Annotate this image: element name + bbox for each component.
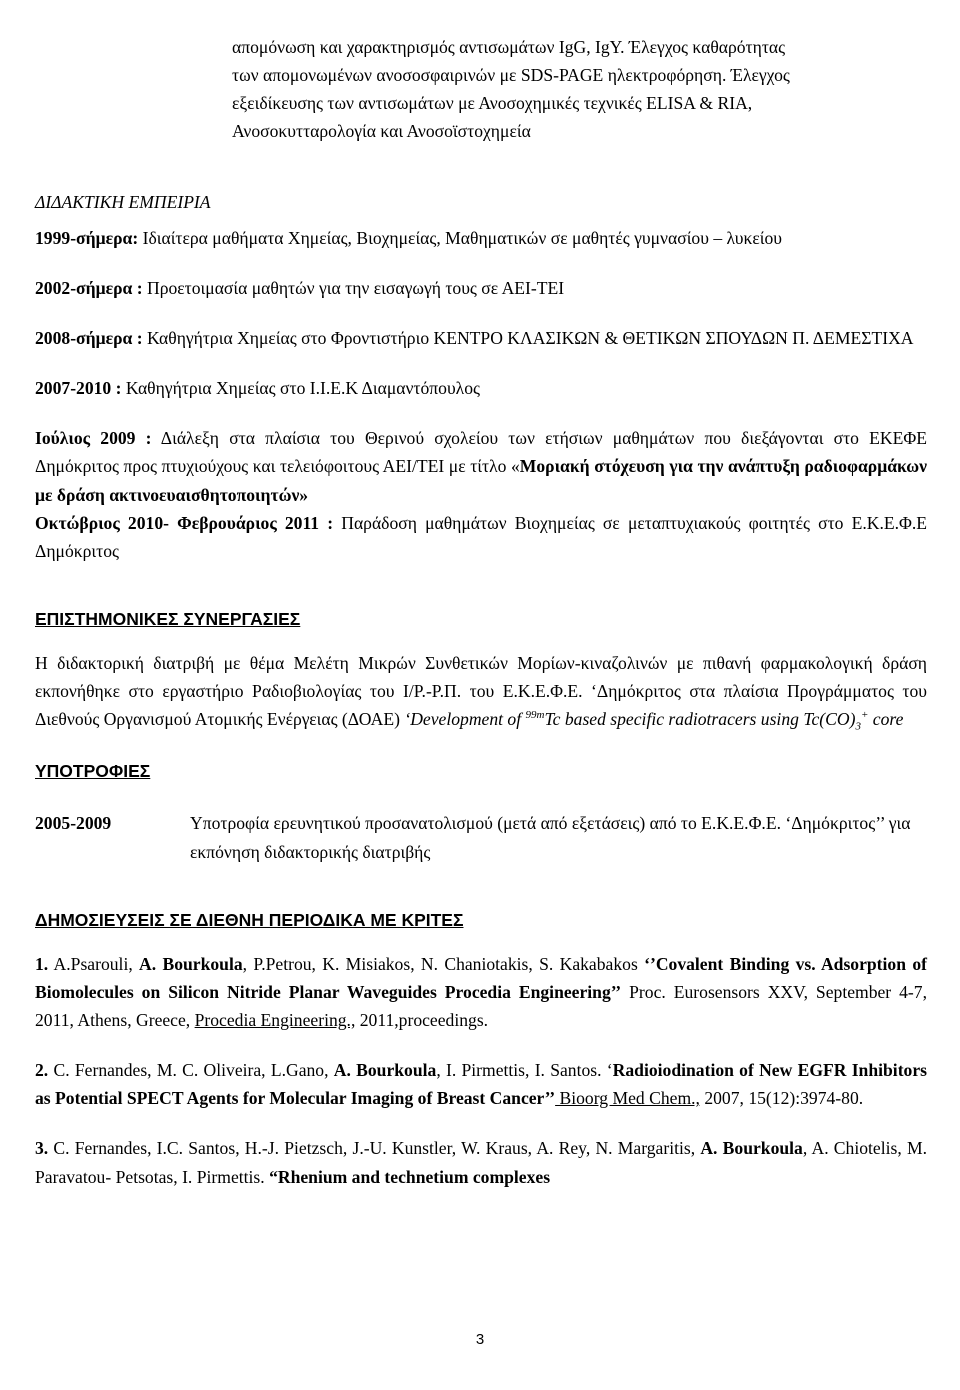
lecture-title: Μοριακή στόχευση για την ανάπτυξη ραδιοφαρμάκων με δράση ακτινοευαισθητοποιητών»: [35, 456, 927, 505]
grants-section-title: ΥΠΟΤΡΟΦΙΕΣ: [35, 761, 151, 782]
entry-text: Παράδοση μαθημάτων Βιοχημείας σε μεταπτυχιακούς φοιτητές στο Ε.Κ.Ε.Φ.Ε Δημόκριτος: [35, 512, 927, 561]
publication-number: 1.: [35, 953, 49, 974]
publication-journal: Procedia Engineering.,: [194, 1009, 356, 1030]
publication-title: Radioiodination of New EGFR Inhibitors as Potential SPECT Agents for Molecular Imaging of Breast Cancer’’: [35, 1060, 928, 1109]
entry-label: 2007-2010 :: [35, 378, 122, 399]
publication-author-highlight: A. Bourkoula: [139, 953, 243, 974]
publication-details: Proc. Eurosensors XXV, September 4-7, 2011, Athens, Greece,: [35, 981, 927, 1030]
publication-title: ‘’Covalent Binding vs. Adsorption of Biomolecules on Silicon Nitride Planar Waveguides Procedia Engineering’’: [35, 953, 927, 1002]
publication-number: 3.: [35, 1138, 49, 1159]
publication-details: 2007, 15(12):3974-80.: [699, 1088, 864, 1109]
publication-authors: A.Psarouli,: [48, 953, 140, 974]
entry-text: Διάλεξη στα πλαίσια του Θερινού σχολείου των ετήσιων μαθημάτων που διεξάγονται στο ΕΚΕΦΕ Δημόκριτος προς πτυχιούχους και τελειόφοιτους ΑΕΙ/ΤΕΙ με τίτλο «: [35, 428, 927, 477]
publication-authors: C. Fernandes, I.C. Santos, H.-J. Pietzsch, J.-U. Kunstler, W. Kraus, A. Rey, N. Margaritis,: [48, 1138, 701, 1159]
grant-years: 2005-2009: [35, 813, 112, 834]
entry-text: Προετοιμασία μαθητών για την εισαγωγή τους σε ΑΕΙ-ΤΕΙ: [142, 277, 565, 298]
page-number: 3: [475, 1331, 485, 1348]
publication-3: [35, 1134, 927, 1190]
intro-line: εξειδίκευσης των αντισωμάτων με Ανοσοχημικές τεχνικές ELISA & RIA,: [232, 93, 753, 114]
publication-authors: C. Fernandes, M. C. Oliveira, L.Gano,: [48, 1060, 334, 1081]
collab-paragraph: [35, 649, 927, 733]
publication-1: [35, 950, 927, 1034]
postgrad-entry: [35, 509, 927, 565]
publications-section-title: ΔΗΜΟΣΙΕΥΣΕΙΣ ΣΕ ΔΙΕΘΝΗ ΠΕΡΙΟΔΙΚΑ ΜΕ ΚΡΙΤΕΣ: [35, 909, 464, 930]
collab-section-title: ΕΠΙΣΤΗΜΟΝΙΚΕΣ ΣΥΝΕΡΓΑΣΙΕΣ: [35, 608, 301, 629]
intro-line: των απομονωμένων ανοσοσφαιρινών με SDS-PAGE ηλεκτροφόρηση. Έλεγχος: [232, 65, 790, 86]
teaching-entry-2007: [35, 374, 927, 402]
intro-line: Ανοσοκυτταρολογία και Ανοσοϊστοχημεία: [232, 121, 531, 142]
grant-text: Υποτροφία ερευνητικού προσανατολισμού (μετά από εξετάσεις) από το Ε.Κ.Ε.Φ.Ε. ‘Δημόκριτος’’ για εκπόνηση διδακτορικής διατριβής: [190, 813, 911, 862]
entry-text: Καθηγήτρια Χημείας στο Φροντιστήριο ΚΕΝΤΡΟ ΚΛΑΣΙΚΩΝ & ΘΕΤΙΚΩΝ ΣΠΟΥΔΩΝ Π. ΔΕΜΕΣΤΙΧΑ: [142, 327, 914, 348]
publication-authors: , I. Pirmettis, I. Santos. ‘: [436, 1060, 613, 1081]
entry-label: 1999-σήμερα:: [35, 227, 139, 248]
collab-text: Η διδακτορική διατριβή με θέμα Μελέτη Μικρών Συνθετικών Μορίων-κιναζολινών με πιθανή φαρμακολογική δράση εκπονήθηκε στο εργαστήριο Ραδιοβιολογίας του Ι/Ρ.-Ρ.Π. του Ε.Κ.Ε.Φ.Ε. ‘Δημόκριτος στα πλαίσια Προγράμματος του Διεθνούς Οργανισμού Ατομικής Ενέργειας (ΔΟΑΕ): [35, 652, 927, 730]
intro-line: απομόνωση και χαρακτηρισμός αντισωμάτων IgG, IgY. Έλεγχος καθαρότητας: [232, 37, 786, 57]
entry-label: 2008-σήμερα :: [35, 327, 143, 348]
grant-entry: [35, 809, 927, 865]
entry-text: Ιδιαίτερα μαθήματα Χημείας, Βιοχημείας, Μαθηματικών σε μαθητές γυμνασίου – λυκείου: [138, 227, 782, 248]
publication-author-highlight: A. Bourkoula: [700, 1138, 803, 1159]
program-title: ‘Development of $^{99m}$Tc based specific radiotracers using $Tc(CO)_3^+$ core: [404, 709, 904, 733]
publication-2: [35, 1056, 927, 1112]
publication-authors: , A. Chiotelis, M. Paravatou- Petsotas, I. Pirmettis.: [35, 1138, 927, 1187]
teaching-entry-2002: [35, 274, 927, 302]
entry-label: Οκτώβριος 2010- Φεβρουάριος 2011 :: [35, 512, 334, 533]
lecture-entry: [35, 424, 927, 508]
entry-text: Καθηγήτρια Χημείας στο Ι.Ι.Ε.Κ Διαμαντόπουλος: [121, 378, 480, 399]
publication-author-highlight: A. Bourkoula: [333, 1060, 437, 1081]
publication-number: 2.: [35, 1060, 49, 1081]
teaching-entry-2008: [35, 324, 927, 352]
publication-details: 2011,proceedings.: [355, 1009, 489, 1030]
publication-title: “Rhenium and technetium complexes: [269, 1166, 551, 1187]
document-page: [35, 33, 927, 1191]
publication-authors: , P.Petrou, K. Misiakos, N. Chaniotakis, S. Kakabakos: [242, 953, 645, 974]
teaching-entry-1999: [35, 224, 927, 252]
entry-label: 2002-σήμερα :: [35, 277, 143, 298]
teaching-section-title: ΔΙΔΑΚΤΙΚΗ ΕΜΠΕΙΡΙΑ: [35, 191, 211, 212]
intro-paragraph: [35, 33, 927, 146]
publication-journal: Bioorg Med Chem.,: [555, 1088, 700, 1109]
entry-label: Ιούλιος 2009 :: [35, 428, 152, 449]
